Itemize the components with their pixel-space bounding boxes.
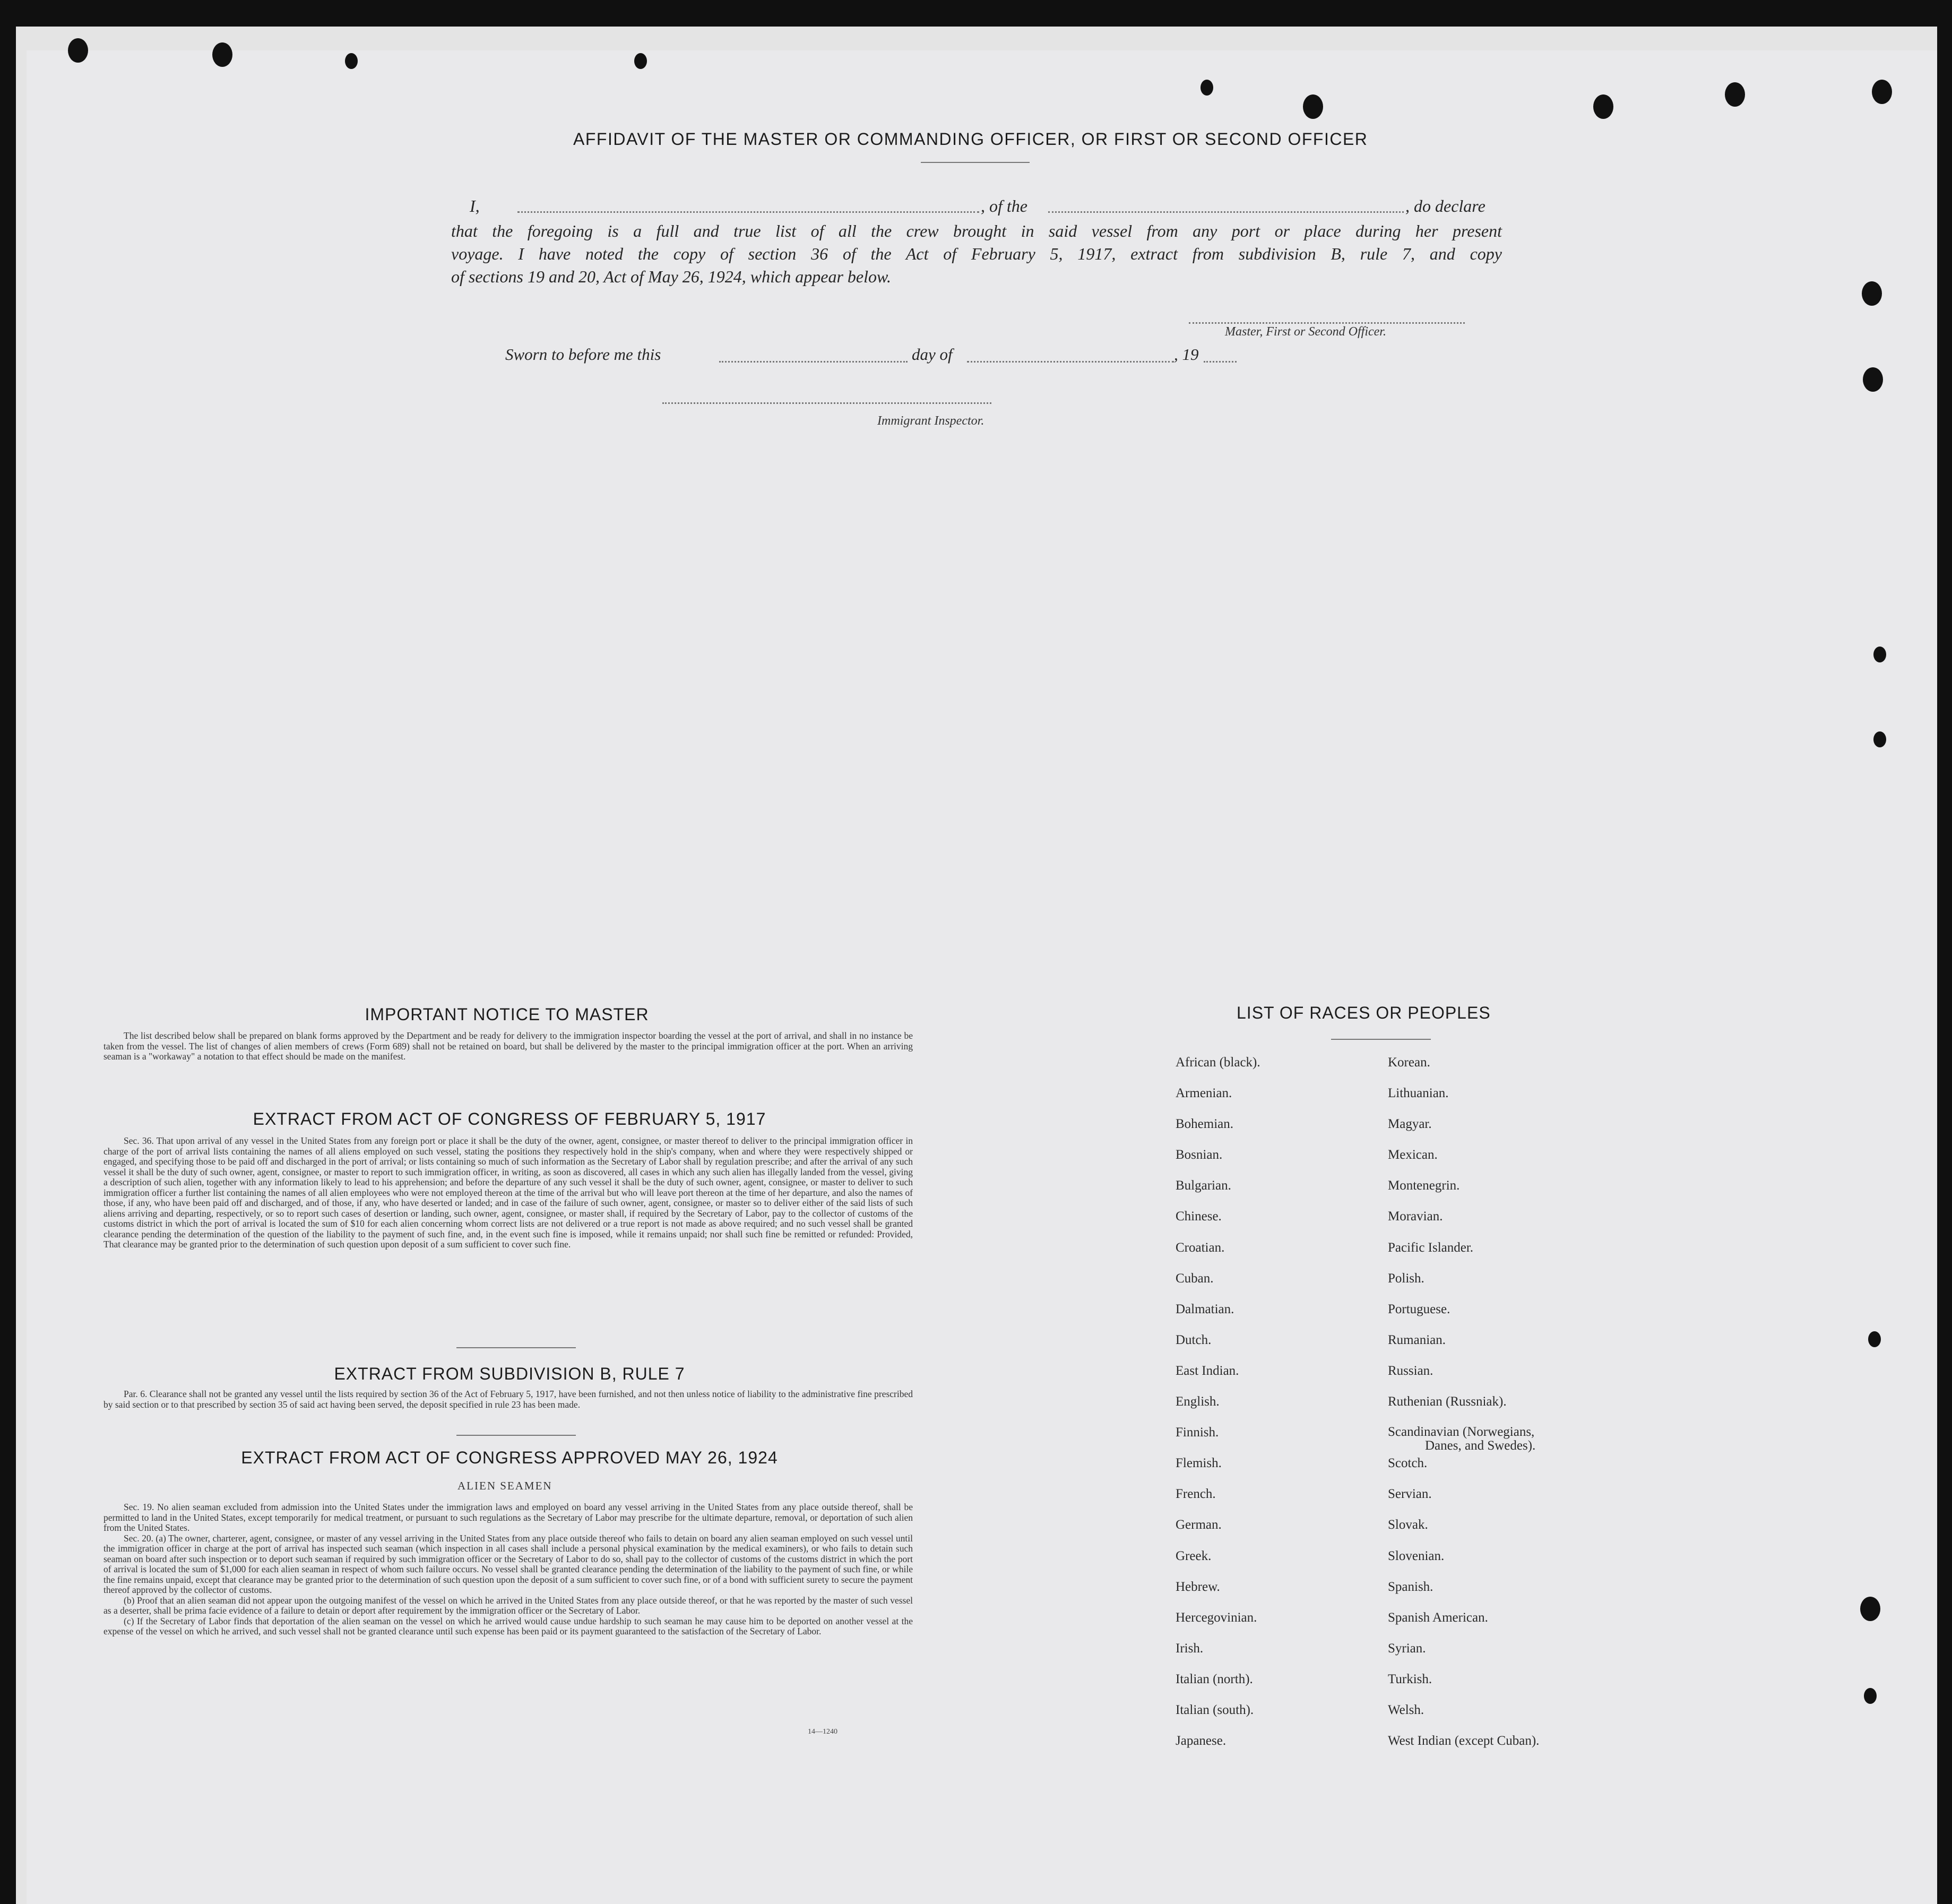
master-signature-line[interactable] [1189,322,1465,324]
race-item: Korean. [1388,1055,1430,1070]
binder-hole [212,42,232,67]
binder-hole [68,38,88,63]
race-item: Slovenian. [1388,1548,1445,1563]
race-item: Rumanian. [1388,1332,1446,1347]
race-item: Magyar. [1388,1117,1432,1132]
declaration-line: voyage. I have noted the copy of section 36 of the Act of February 5, 1917, extract from subdivision B, rule 7, and copy [451,244,1502,263]
race-item: Mexican. [1388,1148,1438,1162]
sworn-day-blank[interactable] [719,361,908,363]
race-item: Servian. [1388,1487,1432,1502]
race-item: Croatian. [1176,1240,1225,1255]
sworn-month-blank[interactable] [967,361,1174,363]
notice-paragraph: The list described below shall be prepared on blank forms approved by the Department and be ready for delivery to the immigration inspector boarding the vessel at the port of arrival, and shall in no instance be taken from the vessel. The list of changes of alien members of crews (Form 689) shall not be retained on board, but shall be delivered by the master to the principal immigration officer at the port. When an arriving seaman is a "workaway" a notation to that effect should be made on the manifest. [103,1030,913,1062]
race-item: German. [1176,1518,1222,1532]
binder-hole [634,53,647,69]
binder-hole [1862,281,1882,306]
binder-hole [345,53,358,69]
race-item: Turkish. [1388,1672,1432,1686]
binder-hole [1873,731,1886,747]
form-number: 14—1240 [808,1728,837,1736]
races-title: LIST OF RACES OR PEOPLES [1237,1003,1491,1022]
section-20a-paragraph: Sec. 20. (a) The owner, charterer, agent, consignee, or master of any vessel arriving in the United States from any place outside thereof who fails to detain on board any alien seaman employed on such vessel until the immigration officer in charge at the port of arrival has inspected such seaman (which inspection in all cases shall include a personal physical examination by the medical examiners), or who fails to detain such seaman on board after such inspection or to deport such seaman if required by such immigration officer or the Secretary of Labor to do so, shall pay to the collector of customs of the customs district in which the port of arrival is located the sum of $1,000 for each alien seaman in respect of whom such failure occurs. No vessel shall be granted clearance pending the determination of the liability to the payment of such fine, or while the fine remains unpaid, except that clearance may be granted prior to the determination of such question upon the deposit of a sum sufficient to cover such fine, or of a bond with sufficient surety to secure the payment thereof approved by the collector of customs. [103,1532,913,1595]
rule-7-text [103,1389,913,1410]
binder-hole [1303,94,1323,119]
race-item: Dutch. [1176,1332,1212,1347]
race-item: Chinese. [1176,1209,1222,1224]
race-item: Hebrew. [1176,1579,1220,1594]
binder-hole [1725,82,1745,107]
extract-1924-text [103,1502,913,1637]
race-item: West Indian (except Cuban). [1388,1734,1540,1748]
affidavit-title: AFFIDAVIT OF THE MASTER OR COMMANDING OFFICER, OR FIRST OR SECOND OFFICER [573,130,1368,149]
section-20b-paragraph: (b) Proof that an alien seaman did not appear upon the outgoing manifest of the vessel on which he arrived in the United States from any place outside thereof, or that he was reported by the master of such vessel as a deserter, shall be prima facie evidence of a failure to detain or deport after requirement by the immigration officer or the Secretary of Labor. [103,1595,913,1616]
vessel-blank[interactable] [1048,211,1404,213]
races-left-column [1176,1055,1260,1764]
race-item: Cuban. [1176,1271,1214,1286]
race-item: Scandinavian (Norwegians, [1388,1425,1535,1440]
binder-hole [1593,94,1613,119]
rule-7-title: EXTRACT FROM SUBDIVISION B, RULE 7 [334,1364,685,1383]
year-label: , 19 [1174,345,1199,364]
section-rule [456,1435,576,1436]
race-item: Greek. [1176,1548,1212,1563]
extract-1917-title: EXTRACT FROM ACT OF CONGRESS OF FEBRUARY 5, 1917 [253,1109,766,1128]
extract-1924-title: EXTRACT FROM ACT OF CONGRESS APPROVED MAY 26, 1924 [241,1448,778,1467]
declaration-line: of sections 19 and 20, Act of May 26, 1924, which appear below. [451,267,891,286]
race-item: English. [1176,1394,1220,1409]
rule-7-paragraph: Par. 6. Clearance shall not be granted any vessel until the lists required by section 36 of the Act of February 5, 1917, have been furnished, and not then unless notice of liability to the administrative fine prescribed by said section or to that prescribed by section 35 of said act having been served, the deposit specified in rule 23 has been made. [103,1389,913,1410]
inspector-signature-line[interactable] [662,402,991,404]
do-declare-label: , do declare [1405,196,1485,216]
race-item: Dalmatian. [1176,1302,1234,1316]
section-rule [456,1347,576,1348]
race-item: Slovak. [1388,1518,1428,1532]
name-blank[interactable] [517,211,979,213]
race-item: Pacific Islander. [1388,1240,1474,1255]
race-item: Syrian. [1388,1641,1426,1656]
race-item: Danes, and Swedes). [1425,1438,1536,1453]
race-item: Hercegovinian. [1176,1610,1257,1625]
day-of-label: day of [912,345,953,364]
race-item: Portuguese. [1388,1302,1450,1316]
title-rule [921,162,1030,163]
race-item: Japanese. [1176,1734,1227,1748]
race-item: French. [1176,1487,1216,1502]
section-36-paragraph: Sec. 36. That upon arrival of any vessel in the United States from any foreign port or place it shall be the duty of the owner, agent, consignee, or master thereof to deliver to the principal immigration officer in charge of the port of arrival lists containing the names of all aliens employed on such vessel, stating the positions they respectively hold in the ship's company, when and where they were respectively shipped or engaged, and specifying those to be paid off and discharged in the port of arrival; or lists containing so much of such information as the Secretary of Labor shall by regulation prescribe; and after the arrival of any such vessel it shall be the duty of such owner, agent, consignee, or master to report to such immigration officer, in writing, as soon as discovered, all cases in which any such alien has illegally landed from the vessel, giving a description of such alien, together with any information likely to lead to his apprehension; and before the departure of any such vessel it shall be the duty of such owner, agent, consignee, or master to deliver to such immigration officer a further list containing the names of all alien employees who were not employed thereon at the time of the arrival but who will leave port thereon at the time of her departure, and also the names of those, if any, who have been paid off and discharged, and of those, if any, who have deserted or landed; and in case of the failure of such owner, agent, consignee, or master so to deliver either of the said lists of such aliens arriving and departing, respectively, or so to report such cases of desertion or landing, such owner, agent, consignee, or master shall, if required by the Secretary of Labor, pay to the collector of customs of the customs district in which the port of arrival is located the sum of $10 for each alien concerning whom correct lists are not delivered or a true report is not made as above required; and no such vessel shall be granted clearance pending the determination of the question of the liability to the payment of such fine, and, in the event such fine is imposed, while it remains unpaid; nor shall such fine be remitted or refunded: Provided, That clearance may be granted prior to the determination of such question upon deposit of a sum sufficient to cover such fine. [103,1135,913,1250]
race-item: Ruthenian (Russniak). [1388,1394,1507,1409]
race-item: Polish. [1388,1271,1424,1286]
binder-hole [1864,1688,1877,1704]
binder-hole [1860,1597,1880,1621]
races-title-rule [1331,1039,1431,1040]
binder-hole [1863,367,1883,392]
race-item: Lithuanian. [1388,1086,1449,1101]
race-item: Spanish American. [1388,1610,1488,1625]
race-item: Bosnian. [1176,1148,1223,1162]
binder-hole [1868,1331,1881,1347]
race-item: Montenegrin. [1388,1178,1460,1193]
notice-text [103,1031,913,1062]
section-20c-paragraph: (c) If the Secretary of Labor finds that deportation of the alien seaman on the vessel on which he arrived would cause undue hardship to such seaman he may cause him to be deported on another vessel at the expense of the vessel on which he arrived, and such vessel shall not be granted clearance until such expense has been paid or its payment guaranteed to the satisfaction of the Secretary of Labor. [103,1615,913,1636]
binder-hole [1200,80,1213,96]
race-item: Bulgarian. [1176,1178,1231,1193]
race-item: Spanish. [1388,1579,1433,1594]
notice-title: IMPORTANT NOTICE TO MASTER [365,1005,649,1024]
binder-hole [1873,647,1886,662]
race-item: Armenian. [1176,1086,1232,1101]
race-item: Russian. [1388,1363,1433,1378]
race-item: Finnish. [1176,1425,1219,1440]
race-item: Italian (south). [1176,1702,1254,1717]
race-item: Bohemian. [1176,1117,1234,1132]
alien-seamen-subtitle: ALIEN SEAMEN [457,1479,552,1492]
declaration-line: that the foregoing is a full and true list of all the crew brought in said vessel from any port or place during her present [451,221,1502,240]
race-item: Flemish. [1176,1456,1222,1471]
section-19-paragraph: Sec. 19. No alien seaman excluded from admission into the United States under the immigration laws and employed on board any vessel arriving in the United States from any place outside thereof, shall be permitted to land in the United States, except temporarily for medical treatment, or pursuant to such regulations as the Secretary of Labor may prescribe for the ultimate departure, removal, or deportation of such alien from the United States. [103,1502,913,1533]
race-item: Italian (north). [1176,1672,1253,1686]
extract-1917-text [103,1136,913,1250]
race-item: East Indian. [1176,1363,1239,1378]
race-item: Scotch. [1388,1456,1428,1471]
declaration-text [451,220,1502,288]
binder-hole [1872,80,1892,104]
race-item: Irish. [1176,1641,1204,1656]
race-item: African (black). [1176,1055,1260,1070]
race-item: Moravian. [1388,1209,1443,1224]
race-item: Welsh. [1388,1702,1424,1717]
master-label: Master, First or Second Officer. [1225,325,1386,339]
i-label: I, [470,196,480,216]
inspector-label: Immigrant Inspector. [877,414,984,428]
of-the-label: , of the [981,196,1027,216]
sworn-label: Sworn to before me this [505,345,661,364]
races-right-column [1388,1055,1539,1764]
sworn-year-blank[interactable] [1204,361,1237,363]
